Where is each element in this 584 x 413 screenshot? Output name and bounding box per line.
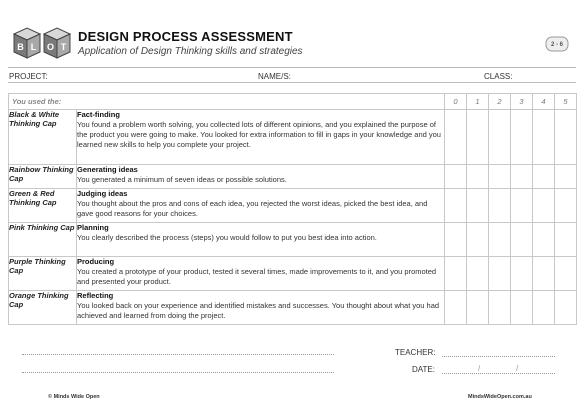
- date-separator-1: /: [478, 364, 481, 373]
- criterion: [77, 189, 445, 223]
- score-cell-1[interactable]: [467, 223, 489, 257]
- criterion-text: You thought about the pros and cons of each idea, you rejected the worst ideas, picked the best idea, and gave good reasons for your choices.: [77, 199, 428, 218]
- blot-logo: [10, 24, 76, 64]
- score-cell-1[interactable]: [467, 165, 489, 189]
- score-cell-1[interactable]: [467, 291, 489, 325]
- score-cell-1[interactable]: [467, 257, 489, 291]
- criterion-text: You created a prototype of your product, tested it several times, made improvements to it, and you promoted and presented your product.: [77, 267, 437, 286]
- criterion: [77, 223, 445, 257]
- score-cell-2[interactable]: [489, 110, 511, 165]
- score-header-3: 3: [511, 94, 533, 110]
- project-field: [9, 72, 48, 81]
- criterion-heading: Judging ideas: [77, 189, 128, 198]
- score-cell-3[interactable]: [511, 189, 533, 223]
- criterion: [77, 291, 445, 325]
- names-field: [258, 72, 291, 81]
- class-label: CLASS:: [484, 72, 513, 81]
- criterion-text: You clearly described the process (steps) you would follow to put you best idea into action.: [77, 233, 377, 242]
- criterion: [77, 110, 445, 165]
- score-cell-1[interactable]: [467, 110, 489, 165]
- table-row: [9, 257, 577, 291]
- score-cell-0[interactable]: [445, 110, 467, 165]
- score-cell-0[interactable]: [445, 291, 467, 325]
- page-subtitle: Application of Design Thinking skills and strategies: [78, 46, 303, 57]
- score-cell-3[interactable]: [511, 257, 533, 291]
- score-cell-2[interactable]: [489, 223, 511, 257]
- score-cell-4[interactable]: [533, 189, 555, 223]
- criterion-text: You looked back on your experience and identified mistakes and successes. You thought about what you had achieved and learned from doing the project.: [77, 301, 440, 320]
- score-cell-4[interactable]: [533, 165, 555, 189]
- date-separator-2: /: [516, 364, 519, 373]
- cap-name: Green & Red Thinking Cap: [9, 189, 77, 223]
- cap-name: Rainbow Thinking Cap: [9, 165, 77, 189]
- grade-badge: 2 - 6: [550, 42, 563, 48]
- criterion: [77, 165, 445, 189]
- criterion-heading: Reflecting: [77, 291, 114, 300]
- score-cell-2[interactable]: [489, 257, 511, 291]
- website-link[interactable]: MindsWideOpen.com.au: [468, 394, 532, 400]
- logo-letter-b: B: [17, 42, 24, 52]
- project-label: PROJECT:: [9, 72, 48, 81]
- used-header: You used the:: [9, 94, 445, 110]
- date-field[interactable]: [442, 373, 555, 374]
- score-cell-4[interactable]: [533, 291, 555, 325]
- cap-name: Black & White Thinking Cap: [9, 110, 77, 165]
- score-header-1: 1: [467, 94, 489, 110]
- score-header-0: 0: [445, 94, 467, 110]
- table-row: [9, 165, 577, 189]
- date-label: DATE:: [412, 365, 435, 374]
- copyright: © Minds Wide Open: [48, 394, 100, 400]
- criterion-text: You generated a minimum of seven ideas or possible solutions.: [77, 175, 287, 184]
- criterion-text: You found a problem worth solving, you collected lots of different opinions, and you explained the purpose of the product you were going to make. You looked for extra information to fill in gaps in your knowledge and you learned new skills to help you complete your project.: [77, 120, 441, 149]
- score-cell-3[interactable]: [511, 110, 533, 165]
- score-cell-4[interactable]: [533, 223, 555, 257]
- divider-top: [8, 67, 576, 68]
- criterion-heading: Fact-finding: [77, 110, 120, 119]
- score-cell-0[interactable]: [445, 223, 467, 257]
- cap-name: Purple Thinking Cap: [9, 257, 77, 291]
- table-row: [9, 223, 577, 257]
- score-cell-5[interactable]: [555, 291, 577, 325]
- score-header-2: 2: [489, 94, 511, 110]
- score-cell-3[interactable]: [511, 165, 533, 189]
- table-header-row: [9, 94, 577, 110]
- assessment-table: [8, 93, 577, 325]
- comment-line-2[interactable]: [22, 372, 334, 373]
- names-label: NAME/S:: [258, 72, 291, 81]
- score-cell-4[interactable]: [533, 110, 555, 165]
- score-header-5: 5: [555, 94, 577, 110]
- score-cell-2[interactable]: [489, 189, 511, 223]
- logo-letter-o: O: [46, 42, 55, 52]
- table-row: [9, 189, 577, 223]
- score-cell-4[interactable]: [533, 257, 555, 291]
- cap-name: Pink Thinking Cap: [9, 223, 77, 257]
- score-cell-2[interactable]: [489, 165, 511, 189]
- criterion-heading: Planning: [77, 223, 109, 232]
- logo-letter-l: L: [30, 42, 37, 52]
- score-cell-5[interactable]: [555, 257, 577, 291]
- logo-letter-t: T: [60, 42, 67, 52]
- teacher-label: TEACHER:: [395, 348, 436, 357]
- score-cell-0[interactable]: [445, 257, 467, 291]
- score-cell-2[interactable]: [489, 291, 511, 325]
- cap-name: Orange Thinking Cap: [9, 291, 77, 325]
- score-cell-5[interactable]: [555, 165, 577, 189]
- class-field: [484, 72, 512, 81]
- criterion-heading: Generating ideas: [77, 165, 138, 174]
- score-cell-5[interactable]: [555, 223, 577, 257]
- score-cell-1[interactable]: [467, 189, 489, 223]
- teacher-field[interactable]: [442, 356, 555, 357]
- score-cell-0[interactable]: [445, 165, 467, 189]
- comment-line-1[interactable]: [22, 354, 334, 355]
- criterion: [77, 257, 445, 291]
- score-cell-3[interactable]: [511, 291, 533, 325]
- divider-info: [8, 82, 576, 83]
- score-cell-3[interactable]: [511, 223, 533, 257]
- table-row: [9, 291, 577, 325]
- page-title: DESIGN PROCESS ASSESSMENT: [78, 29, 293, 44]
- score-cell-0[interactable]: [445, 189, 467, 223]
- score-cell-5[interactable]: [555, 189, 577, 223]
- criterion-heading: Producing: [77, 257, 115, 266]
- score-header-4: 4: [533, 94, 555, 110]
- score-cell-5[interactable]: [555, 110, 577, 165]
- table-row: [9, 110, 577, 165]
